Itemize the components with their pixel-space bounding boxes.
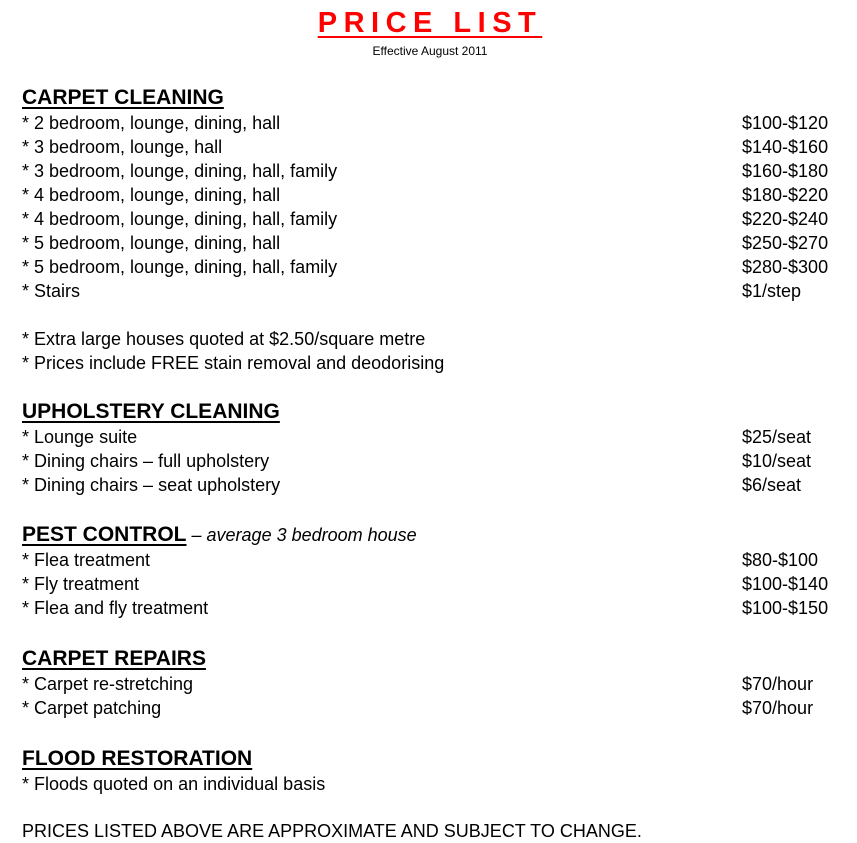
service-item: * 4 bedroom, lounge, dining, hall, family xyxy=(22,209,338,229)
section-heading xyxy=(22,746,840,772)
section-flood-restoration xyxy=(22,746,840,796)
page-subtitle: Effective August 2011 xyxy=(372,44,488,58)
section-heading-text: PEST CONTROL xyxy=(22,523,187,546)
service-price: $250-$270 xyxy=(742,233,829,253)
service-item: * Fly treatment xyxy=(22,574,140,594)
service-item: * 3 bedroom, lounge, hall xyxy=(22,137,223,157)
service-price: $220-$240 xyxy=(742,209,829,229)
service-price: $160-$180 xyxy=(742,161,829,181)
page-title xyxy=(0,6,857,40)
service-price: $25/seat xyxy=(742,427,812,447)
price-row xyxy=(22,159,840,183)
price-row xyxy=(22,596,840,620)
price-row xyxy=(22,449,840,473)
section-carpet-cleaning xyxy=(22,85,840,375)
service-item: * Stairs xyxy=(22,281,81,301)
section-note: * Prices include FREE stain removal and deodorising xyxy=(22,353,445,373)
price-row xyxy=(22,183,840,207)
price-row xyxy=(22,231,840,255)
service-price: $6/seat xyxy=(742,475,802,495)
service-item: * Carpet patching xyxy=(22,698,162,718)
service-item: * 4 bedroom, lounge, dining, hall xyxy=(22,185,281,205)
service-price: $280-$300 xyxy=(742,257,829,277)
service-price: $1/step xyxy=(742,281,802,301)
service-item: * Lounge suite xyxy=(22,427,138,447)
service-item: * Flea treatment xyxy=(22,550,151,570)
price-row xyxy=(22,111,840,135)
price-row xyxy=(22,473,840,497)
service-item: * Carpet re-stretching xyxy=(22,674,194,694)
section-note: * Extra large houses quoted at $2.50/square metre xyxy=(22,329,426,349)
service-price: $10/seat xyxy=(742,451,812,471)
price-row xyxy=(22,696,840,720)
section-heading xyxy=(22,399,840,425)
section-heading-text: CARPET CLEANING xyxy=(22,86,224,109)
section-upholstery-cleaning xyxy=(22,399,840,497)
price-row xyxy=(22,207,840,231)
service-item: * 5 bedroom, lounge, dining, hall, family xyxy=(22,257,338,277)
service-price: $100-$150 xyxy=(742,598,829,618)
service-price: $70/hour xyxy=(742,698,814,718)
service-price: $100-$140 xyxy=(742,574,829,594)
service-price: $70/hour xyxy=(742,674,814,694)
service-price: $140-$160 xyxy=(742,137,829,157)
service-item: * 3 bedroom, lounge, dining, hall, family xyxy=(22,161,338,181)
service-item: * Dining chairs – seat upholstery xyxy=(22,475,281,495)
service-price: $80-$100 xyxy=(742,550,819,570)
price-row xyxy=(22,255,840,279)
price-row xyxy=(22,672,840,696)
service-item: * 5 bedroom, lounge, dining, hall xyxy=(22,233,281,253)
section-heading-text: UPHOLSTERY CLEANING xyxy=(22,400,280,423)
section-heading-text: FLOOD RESTORATION xyxy=(22,747,253,770)
disclaimer-footer: PRICES LISTED ABOVE ARE APPROXIMATE AND SUBJECT TO CHANGE. xyxy=(22,821,642,841)
price-row xyxy=(22,572,840,596)
price-row xyxy=(22,135,840,159)
service-item: * Dining chairs – full upholstery xyxy=(22,451,270,471)
section-heading xyxy=(22,85,840,111)
price-row xyxy=(22,279,840,303)
section-pest-control xyxy=(22,522,840,620)
section-heading-text: CARPET REPAIRS xyxy=(22,647,206,670)
section-heading xyxy=(22,522,840,548)
service-item: * 2 bedroom, lounge, dining, hall xyxy=(22,113,281,133)
section-note: * Floods quoted on an individual basis xyxy=(22,774,326,794)
service-price: $100-$120 xyxy=(742,113,829,133)
service-item: * Flea and fly treatment xyxy=(22,598,209,618)
price-row xyxy=(22,548,840,572)
service-price: $180-$220 xyxy=(742,185,829,205)
section-heading xyxy=(22,646,840,672)
page-title-text: PRICE LIST xyxy=(317,7,543,39)
section-carpet-repairs xyxy=(22,646,840,720)
price-row xyxy=(22,425,840,449)
section-heading-note: – average 3 bedroom house xyxy=(186,525,417,545)
